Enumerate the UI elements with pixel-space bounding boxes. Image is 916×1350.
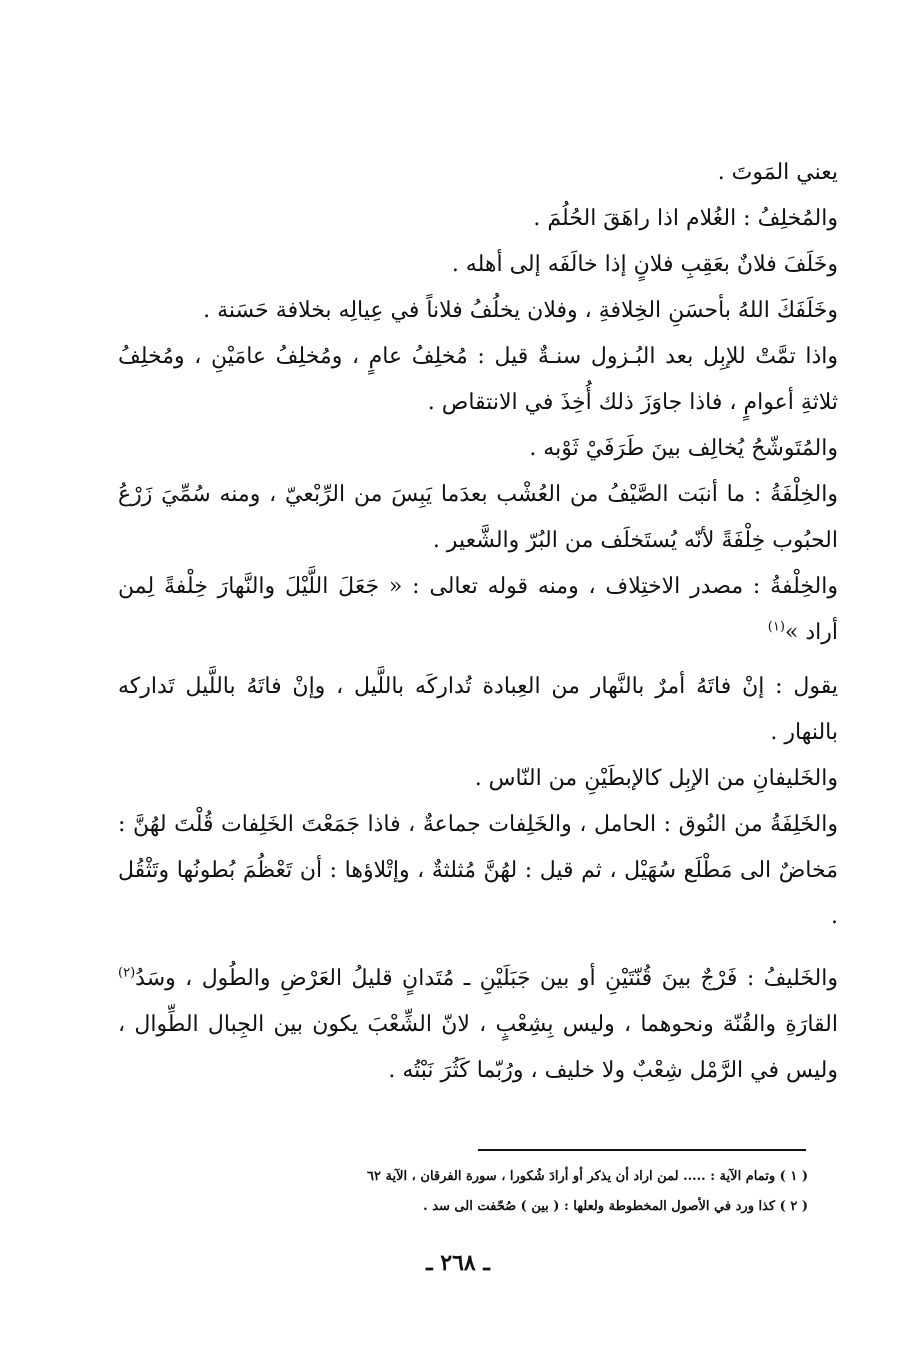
footnote-1: ( ١ ) وتمام الآية : ..... لمن اراد أن يذكر أو أرادَ شُكورا ، سورة الفرقان ، الآية ٦٢	[367, 1169, 808, 1184]
footnote-2: ( ٢ ) كذا ورد في الأصول المخطوطة ولعلها : ( بين ) صُحّفت الى سد .	[423, 1199, 808, 1214]
paragraph-1: يعني المَوتَ .	[717, 160, 838, 185]
paragraph-12-text-b: القارَةِ والقُنّة ونحوهما ، وليس بِشِعْبٍ ، لانّ الشِّعْبَ يكون بين الجِبال الطِّوال ، وليس في الرَّمْل شِعْبٌ ولا خليف ، ورُبّما كَثُرَ نَبْتُه .	[118, 1012, 838, 1083]
page-number: ـ ٢٦٨ ـ	[426, 1250, 490, 1276]
paragraph-8-text: والخِلْفةُ : مصدر الاختِلاف ، ومنه قوله تعالى : « جَعَلَ اللَّيْلَ والنَّهارَ خِلْفةً لِمن أراد »	[118, 574, 838, 645]
paragraph-4: وخَلَفَكَ اللهُ بأحسَنِ الخِلافةِ ، وفلان يخلُفُ فلاناً في عِيالِه بخلافة حَسَنة .	[203, 298, 838, 323]
paragraph-10: والخَليفانِ من الإبِل كالإبطَيْنِ من النّاس .	[474, 766, 838, 791]
paragraph-12-text-a: والخَليفُ : فَرْجٌ بينَ قُنّتَيْنِ أو بين جَبَلَيْنِ ـ مُتَدانٍ قليلُ العَرْضِ والطُول ، وسَدُ	[135, 966, 838, 991]
paragraph-5: واذا تمَّتْ للإبِل بعد البُـزول سنـةٌ قيل : مُخلِفُ عامٍ ، ومُخلِفُ عامَيْنِ ، ومُخلِفُ ثلاثةِ أعوامٍ ، فاذا جاوَزَ ذلك أُخِذَ في الانتقاص .	[118, 344, 838, 415]
footnotes	[250, 1162, 808, 1222]
paragraph-9: يقول : إنْ فاتَهُ أمرٌ بالنَّهار من العِبادة تُداركَه باللَّيل ، وإنْ فاتَهُ باللَّيل تَداركه بالنهار .	[118, 674, 838, 745]
paragraph-7: والخِلْفَةُ : ما أنبَت الصَّيْفُ من العُشْب بعدَما يَبِسَ من الرِّبْعيّ ، ومنه سُمِّيَ زَرْعُ الحبُوب خِلْفَةً لأنّه يُستَخلَف من البُرّ والشَّعير .	[118, 482, 838, 553]
paragraph-11: والخَلِفَةُ من النُوق : الحامل ، والخَلِفات جماعةٌ ، فاذا جَمَعْتَ الخَلِفات قُلْتَ لهُنَّ : مَخاضٌ الى مَطْلَع سُهَيْل ، ثم قيل : لهُنَّ مُثلثةٌ ، وإتْلاؤها : أن تَعْظُمَ بُطونُها وتَثْقُل .	[118, 812, 838, 929]
paragraph-3: وخَلَفَ فلانٌ بعَقِبِ فلانٍ إذا خالَفَه إلى أهله .	[451, 252, 838, 277]
footnote-mark-1: (١)	[767, 619, 785, 635]
footnote-mark-2: (٢)	[118, 965, 136, 981]
main-text	[118, 150, 838, 1094]
paragraph-8	[118, 564, 838, 656]
paragraph-6: والمُتَوشّحُ يُخالِف بينَ طَرَفَيْ ثَوْبه .	[529, 436, 838, 461]
footnote-divider	[478, 1149, 806, 1151]
paragraph-2: والمُخلِفُ : الغُلام اذا راهَقَ الحُلُمَ .	[533, 206, 838, 231]
paragraph-12	[118, 956, 838, 1094]
